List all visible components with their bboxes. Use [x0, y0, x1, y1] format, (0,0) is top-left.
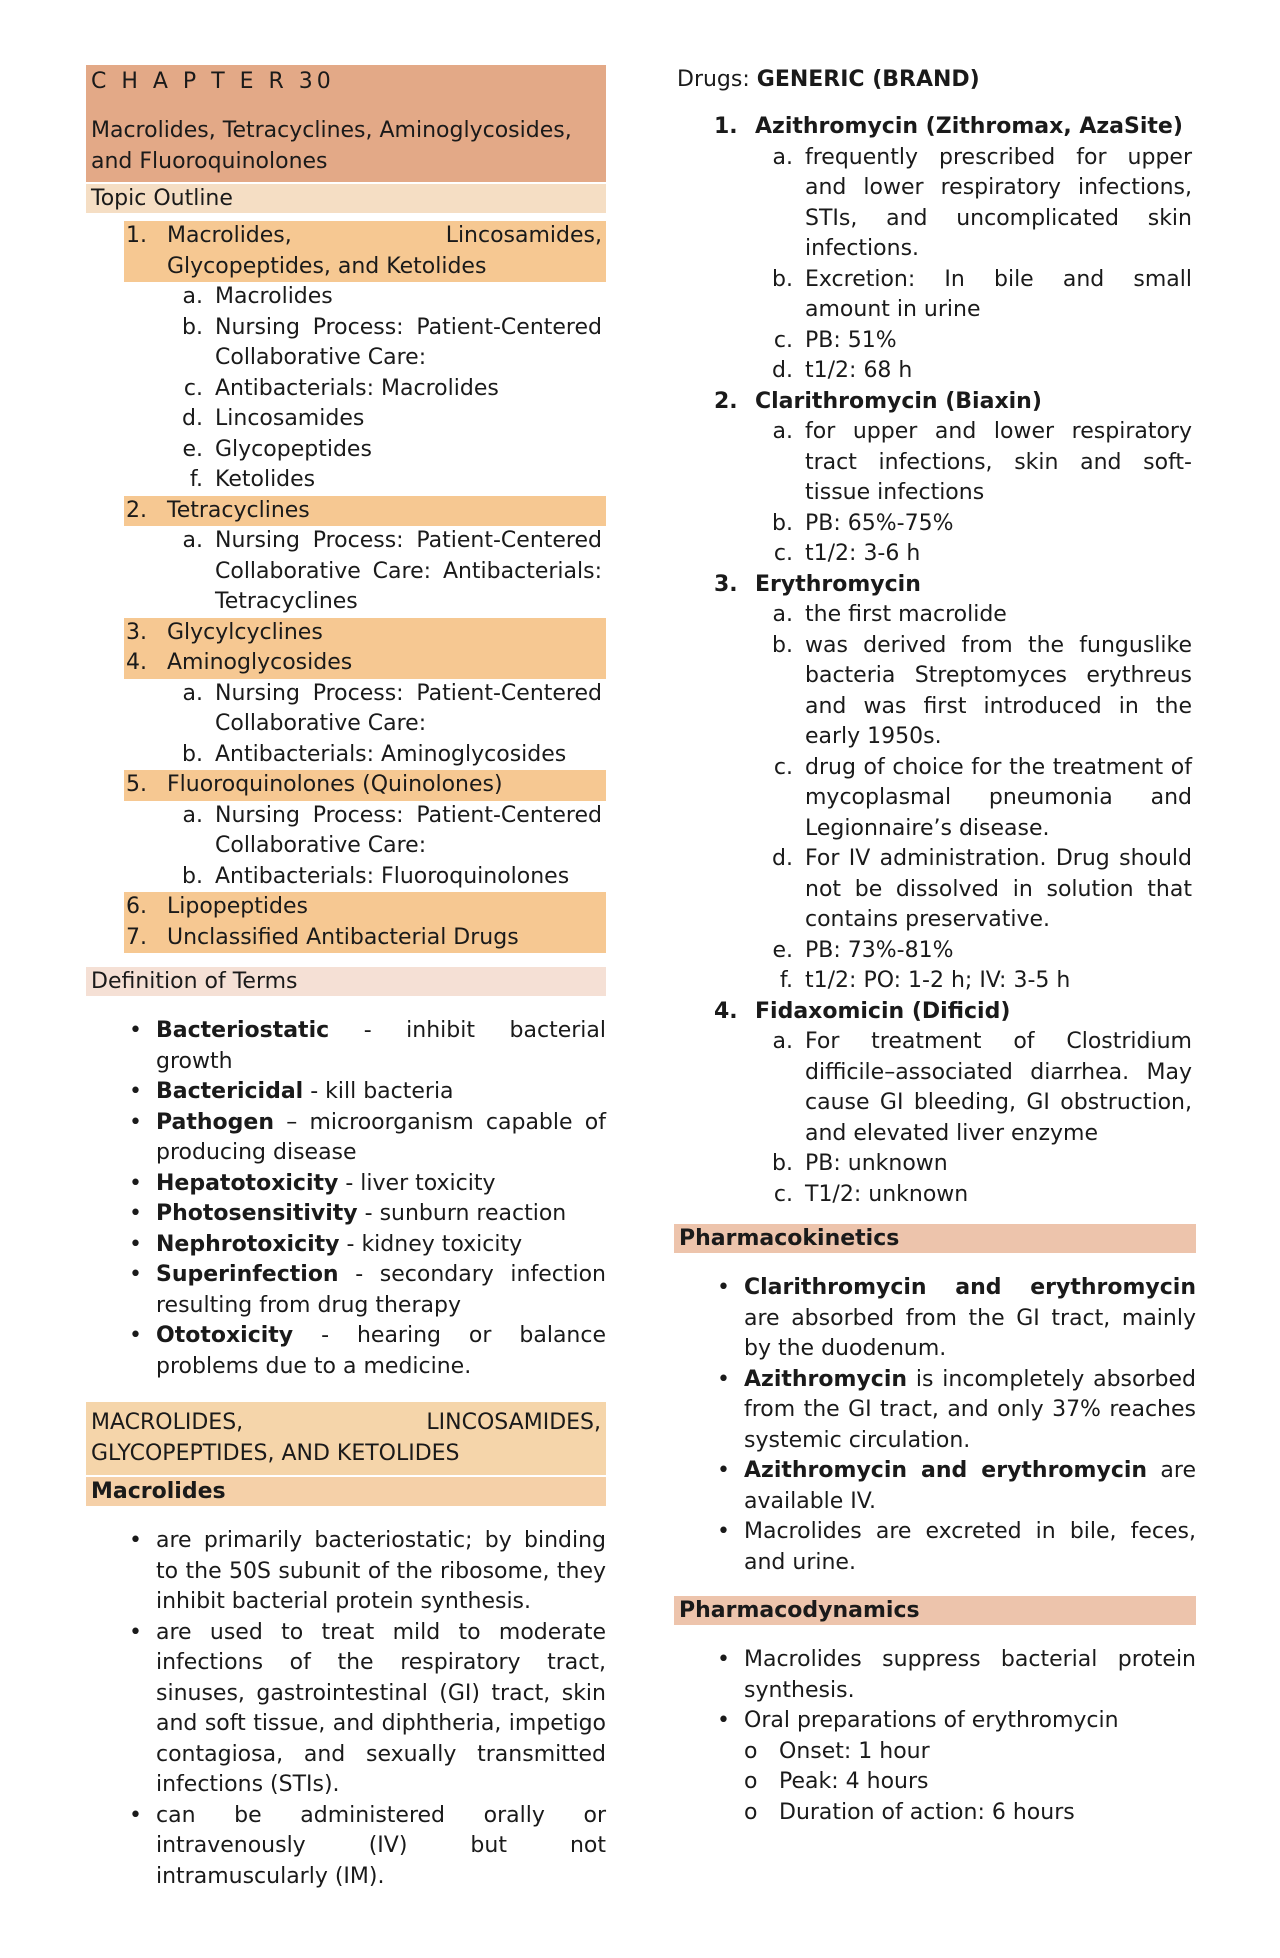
bullet-icon: •: [717, 1366, 730, 1392]
drug-detail: [674, 1027, 1196, 1149]
bullet-icon: •: [129, 1528, 142, 1553]
outline-row: [124, 221, 606, 282]
outline-sub-label: Antibacterials: Fluoroquinolones: [215, 863, 570, 889]
drug-detail-letter: b.: [772, 632, 793, 658]
definition-term: Hepatotoxicity: [156, 1170, 339, 1196]
drug-item: [674, 570, 1196, 601]
definition-text: [156, 1016, 606, 1077]
outline-sub-letter: f.: [189, 467, 203, 492]
outline-label: Glycylcyclines: [167, 619, 323, 645]
drug-detail-text: was derived from the funguslike bacteria Streptomyces erythreus and was first introduced in the early 1950s.: [805, 632, 1192, 749]
drug-detail-text: PB: 65%-75%: [805, 510, 954, 536]
drug-detail: [674, 631, 1196, 753]
definition-text: [156, 1199, 606, 1230]
definition-item: [86, 1199, 606, 1230]
macrolide-bullet-text: are used to treat mild to moderate infections of the respiratory tract, sinuses, gastrointestinal (GI) tract, skin and soft tissue, and diphtheria, impetigo contagiosa, and sexually transmitted infections (STIs).: [156, 1619, 606, 1797]
outline-label: Lipopeptides: [167, 894, 308, 919]
drug-detail-text: PB: 73%-81%: [805, 937, 954, 963]
pd-subitem-text: Onset: 1 hour: [779, 1738, 930, 1764]
bullet-icon: •: [129, 1262, 142, 1287]
outline-sub-letter: c.: [183, 375, 203, 401]
pk-bullet-text: [744, 1273, 1196, 1365]
drug-detail-letter: a.: [772, 419, 793, 444]
drug-detail: [674, 326, 1196, 357]
definition-body: - kill bacteria: [303, 1079, 454, 1104]
drug-detail: [674, 417, 1196, 509]
outline-row: [124, 648, 606, 679]
outline-label: Tetracyclines: [167, 497, 310, 523]
outline-subitem: [124, 374, 606, 405]
topic-outline-list: [86, 221, 606, 953]
bullet-icon: •: [129, 1231, 142, 1257]
outline-subitem: [124, 404, 606, 435]
chapter-title: Macrolides, Tetracyclines, Aminoglycosides, and Fluoroquinolones: [86, 112, 606, 182]
drugs-prefix: Drugs:: [677, 67, 757, 92]
definition-term: Bactericidal: [156, 1079, 304, 1104]
drugs-label: GENERIC (BRAND): [756, 67, 980, 92]
pharmacokinetics-bullets: [674, 1273, 1196, 1578]
outline-subrow: [124, 679, 606, 740]
outline-item: [124, 496, 606, 527]
bullet-icon: •: [129, 1201, 142, 1226]
outline-sub-letter: a.: [182, 528, 203, 553]
outline-row: [124, 892, 606, 923]
definition-body: - sunburn reaction: [357, 1201, 567, 1226]
drug-detail-text: PB: 51%: [805, 327, 897, 353]
pk-rest: are available IV.: [744, 1458, 1196, 1514]
definition-text: [156, 1321, 606, 1382]
outline-subrow: [124, 282, 606, 313]
bullet-icon: •: [129, 1109, 142, 1135]
definition-text: [156, 1077, 606, 1108]
section-heading: MACROLIDES, LINCOSAMIDES, GLYCOPEPTIDES, AND KETOLIDES: [86, 1402, 606, 1475]
definition-body: - liver toxicity: [338, 1170, 496, 1196]
drug-detail-text: the first macrolide: [805, 602, 1007, 627]
pd-subitem-text: Peak: 4 hours: [779, 1769, 929, 1794]
outline-subitem: [124, 313, 606, 374]
outline-label: Aminoglycosides: [167, 650, 353, 675]
drug-detail-letter: c.: [773, 327, 793, 353]
drug-detail: [674, 356, 1196, 387]
outline-number: 7.: [126, 924, 147, 950]
drug-list: [674, 112, 1196, 1210]
bullet-icon: •: [129, 1079, 142, 1104]
outline-number: 2.: [126, 497, 147, 523]
drug-detail-text: t1/2: 3-6 h: [805, 541, 921, 566]
definition-text: [156, 1260, 606, 1321]
outline-subrow: [124, 465, 606, 496]
outline-subrow: [124, 740, 606, 771]
outline-number: 5.: [126, 772, 147, 797]
outline-subrow: [124, 862, 606, 893]
outline-label: Macrolides, Lincosamides, Glycopeptides, and Ketolides: [167, 223, 602, 279]
definition-body: - secondary infection resulting from drug therapy: [156, 1262, 606, 1318]
outline-subitem: [124, 526, 606, 618]
outline-subitem: [124, 435, 606, 466]
definition-term: Bacteriostatic: [156, 1018, 330, 1043]
pharmacokinetics-heading: Pharmacokinetics: [674, 1224, 1196, 1253]
pd-subitem: [674, 1737, 1196, 1768]
drug-number: 1.: [714, 114, 738, 139]
drug-detail: [674, 753, 1196, 845]
definition-term: Superinfection: [156, 1262, 339, 1287]
outline-subitem: [124, 465, 606, 496]
outline-subitem: [124, 679, 606, 740]
pk-bullet-text: [744, 1456, 1196, 1517]
right-column: [674, 65, 1196, 1828]
drug-detail-text: For treatment of Clostridium difficile–associated diarrhea. May cause GI bleeding, GI obstruction, and elevated liver enzyme: [805, 1029, 1192, 1146]
outline-sub-letter: d.: [182, 406, 203, 431]
drug-detail-text: T1/2: unknown: [805, 1181, 969, 1207]
drug-detail: [674, 1149, 1196, 1180]
outline-sub-label: Nursing Process: Patient-Centered Collaborative Care: Antibacterials: Tetracyclines: [215, 528, 602, 614]
drug-detail-letter: c.: [773, 541, 793, 566]
pd-bullet-text: Macrolides suppress bacterial protein synthesis.: [744, 1647, 1196, 1703]
drug-detail-letter: c.: [773, 754, 793, 780]
bullet-icon: •: [717, 1647, 730, 1672]
definition-item: [86, 1016, 606, 1077]
definition-item: [86, 1230, 606, 1261]
outline-subitem: [124, 282, 606, 313]
topic-outline-heading: Topic Outline: [86, 184, 606, 213]
definition-body: - hearing or balance problems due to a medicine.: [156, 1323, 606, 1379]
bullet-icon: •: [129, 1619, 142, 1645]
drug-name: Clarithromycin (Biaxin): [755, 388, 1042, 414]
drug-detail-letter: d.: [772, 846, 793, 871]
pd-bullet-text: Oral preparations of erythromycin: [744, 1708, 1119, 1733]
pd-subitem-text: Duration of action: 6 hours: [779, 1799, 1075, 1825]
pd-subitem: [674, 1798, 1196, 1829]
outline-row: [124, 618, 606, 649]
outline-item: [124, 770, 606, 801]
definition-body: - kidney toxicity: [339, 1231, 523, 1257]
drug-detail: [674, 265, 1196, 326]
drug-name: Erythromycin: [755, 571, 921, 597]
outline-item: [124, 221, 606, 282]
bullet-icon: •: [717, 1708, 730, 1733]
drug-detail-letter: a.: [772, 602, 793, 627]
pharmacodynamics-heading: Pharmacodynamics: [674, 1596, 1196, 1625]
definition-item: [86, 1077, 606, 1108]
bullet-icon: •: [129, 1323, 142, 1348]
drug-item: [674, 997, 1196, 1028]
bullet-icon: •: [717, 1519, 730, 1544]
outline-sub-letter: a.: [182, 802, 203, 828]
drug-detail-letter: f.: [779, 968, 793, 993]
drug-number: 2.: [714, 388, 738, 414]
drug-detail-letter: e.: [772, 937, 793, 963]
drug-name: Fidaxomicin (Dificid): [755, 998, 1011, 1024]
drug-detail-text: drug of choice for the treatment of mycoplasmal pneumonia and Legionnaire’s disease.: [805, 754, 1192, 841]
macrolide-bullet: [86, 1801, 606, 1893]
pk-bullet: [674, 1517, 1196, 1578]
pd-bullet: [674, 1645, 1196, 1706]
bullet-icon: •: [717, 1275, 730, 1300]
drug-number: 3.: [714, 571, 738, 597]
drug-detail-letter: b.: [772, 510, 793, 536]
outline-item: [124, 923, 606, 954]
outline-item: [124, 648, 606, 679]
circle-bullet-icon: o: [744, 1769, 758, 1794]
pd-subitem: [674, 1767, 1196, 1798]
macrolides-heading: Macrolides: [86, 1477, 606, 1506]
pk-rest: are absorbed from the GI tract, mainly by the duodenum.: [744, 1305, 1196, 1361]
definition-text: [156, 1108, 606, 1169]
circle-bullet-icon: o: [744, 1738, 758, 1764]
drug-detail-letter: b.: [772, 1151, 793, 1176]
pk-bold: Azithromycin and erythromycin: [744, 1458, 1148, 1483]
outline-subrow: [124, 313, 606, 374]
outline-row: [124, 923, 606, 954]
definition-body: – microorganism capable of producing disease: [156, 1109, 606, 1165]
outline-row: [124, 770, 606, 801]
outline-sub-letter: b.: [182, 863, 203, 889]
definition-list: [86, 1016, 606, 1382]
chapter-label: C H A P T E R 30: [86, 65, 606, 112]
outline-sub-label: Ketolides: [215, 467, 316, 492]
outline-label: Fluoroquinolones (Quinolones): [167, 772, 503, 797]
pk-bullet: [674, 1456, 1196, 1517]
outline-sub-letter: e.: [182, 436, 203, 462]
pharmacodynamics-bullets: [674, 1645, 1196, 1828]
outline-subitem: [124, 801, 606, 862]
outline-subrow: [124, 404, 606, 435]
drug-item: [674, 387, 1196, 418]
outline-sub-label: Antibacterials: Macrolides: [215, 375, 499, 401]
definition-body: - inhibit bacterial growth: [156, 1018, 606, 1074]
drug-detail-letter: a.: [772, 1029, 793, 1054]
outline-sub-letter: b.: [182, 741, 203, 767]
outline-sub-label: Macrolides: [215, 284, 333, 309]
outline-sub-letter: a.: [182, 284, 203, 309]
drug-detail-letter: d.: [772, 358, 793, 383]
pk-bold: Azithromycin: [744, 1366, 908, 1392]
outline-sub-label: Nursing Process: Patient-Centered Collaborative Care:: [215, 802, 602, 858]
outline-subrow: [124, 526, 606, 618]
outline-sub-letter: b.: [182, 314, 203, 340]
drug-detail-text: frequently prescribed for upper and lower respiratory infections, STIs, and uncomplicated skin infections.: [805, 144, 1192, 261]
outline-subrow: [124, 374, 606, 405]
drug-detail-text: t1/2: PO: 1-2 h; IV: 3-5 h: [805, 968, 1071, 993]
macrolide-bullet-text: can be administered orally or intravenously (IV) but not intramuscularly (IM).: [156, 1802, 606, 1889]
drug-detail: [674, 143, 1196, 265]
pk-bullet: [674, 1365, 1196, 1457]
outline-number: 1.: [126, 223, 147, 248]
pk-rest: Macrolides are excreted in bile, feces, and urine.: [744, 1519, 1196, 1575]
outline-number: 6.: [126, 894, 147, 919]
macrolides-bullets: [86, 1526, 606, 1892]
definition-term: Pathogen: [156, 1109, 275, 1135]
definition-item: [86, 1169, 606, 1200]
outline-subrow: [124, 435, 606, 466]
pk-bullet-text: [744, 1365, 1196, 1457]
drug-detail: [674, 509, 1196, 540]
macrolide-bullet-text: are primarily bacteriostatic; by binding to the 50S subunit of the ribosome, they inhibit bacterial protein synthesis.: [156, 1528, 606, 1614]
outline-number: 3.: [126, 619, 147, 645]
left-column: [86, 65, 606, 1892]
outline-sub-letter: a.: [182, 680, 203, 706]
drug-detail: [674, 936, 1196, 967]
drug-item: [674, 112, 1196, 143]
bullet-icon: •: [129, 1018, 142, 1043]
drug-detail: [674, 1180, 1196, 1211]
pk-rest: is incompletely absorbed from the GI tract, and only 37% reaches systemic circulation.: [744, 1366, 1196, 1453]
outline-label: Unclassified Antibacterial Drugs: [167, 924, 519, 950]
pk-bullet: [674, 1273, 1196, 1365]
outline-item: [124, 892, 606, 923]
drug-detail: [674, 966, 1196, 997]
definition-text: [156, 1230, 606, 1261]
pk-bold: Clarithromycin and erythromycin: [744, 1275, 1196, 1300]
outline-sub-label: Antibacterials: Aminoglycosides: [215, 741, 567, 767]
drug-number: 4.: [714, 998, 738, 1024]
outline-sub-label: Glycopeptides: [215, 436, 372, 462]
drug-detail-text: PB: unknown: [805, 1151, 948, 1176]
definition-item: [86, 1260, 606, 1321]
drug-detail-text: for upper and lower respiratory tract infections, skin and soft-tissue infections: [805, 419, 1192, 505]
drug-detail-letter: b.: [772, 266, 793, 292]
macrolide-bullet: [86, 1618, 606, 1801]
bullet-icon: •: [717, 1458, 730, 1483]
macrolide-bullet: [86, 1526, 606, 1618]
outline-subitem: [124, 740, 606, 771]
pk-bullet-text: [744, 1517, 1196, 1578]
drug-detail-letter: c.: [773, 1181, 793, 1207]
drug-detail: [674, 539, 1196, 570]
bullet-icon: •: [129, 1170, 142, 1196]
outline-sub-label: Lincosamides: [215, 406, 365, 431]
drug-name: Azithromycin (Zithromax, AzaSite): [755, 114, 1183, 139]
circle-bullet-icon: o: [744, 1799, 758, 1825]
outline-number: 4.: [126, 650, 147, 675]
drug-detail-text: Excretion: In bile and small amount in urine: [805, 266, 1192, 322]
definition-text: [156, 1169, 606, 1200]
drug-detail-letter: a.: [772, 144, 793, 170]
outline-sub-label: Nursing Process: Patient-Centered Collaborative Care:: [215, 680, 602, 736]
drug-detail: [674, 844, 1196, 936]
outline-subitem: [124, 862, 606, 893]
definition-term: Nephrotoxicity: [156, 1231, 340, 1257]
definition-term: Ototoxicity: [156, 1323, 294, 1348]
pd-bullet: [674, 1706, 1196, 1737]
definition-item: [86, 1108, 606, 1169]
definition-item: [86, 1321, 606, 1382]
drug-detail-text: For IV administration. Drug should not be dissolved in solution that contains preservative.: [805, 846, 1192, 932]
definition-term: Photosensitivity: [156, 1201, 358, 1226]
outline-subrow: [124, 801, 606, 862]
definition-heading: Definition of Terms: [86, 967, 606, 996]
drugs-heading: [674, 65, 1196, 95]
bullet-icon: •: [129, 1802, 142, 1828]
outline-item: [124, 618, 606, 649]
drug-detail-text: t1/2: 68 h: [805, 358, 913, 383]
outline-row: [124, 496, 606, 527]
outline-sub-label: Nursing Process: Patient-Centered Collaborative Care:: [215, 314, 602, 370]
drug-detail: [674, 600, 1196, 631]
